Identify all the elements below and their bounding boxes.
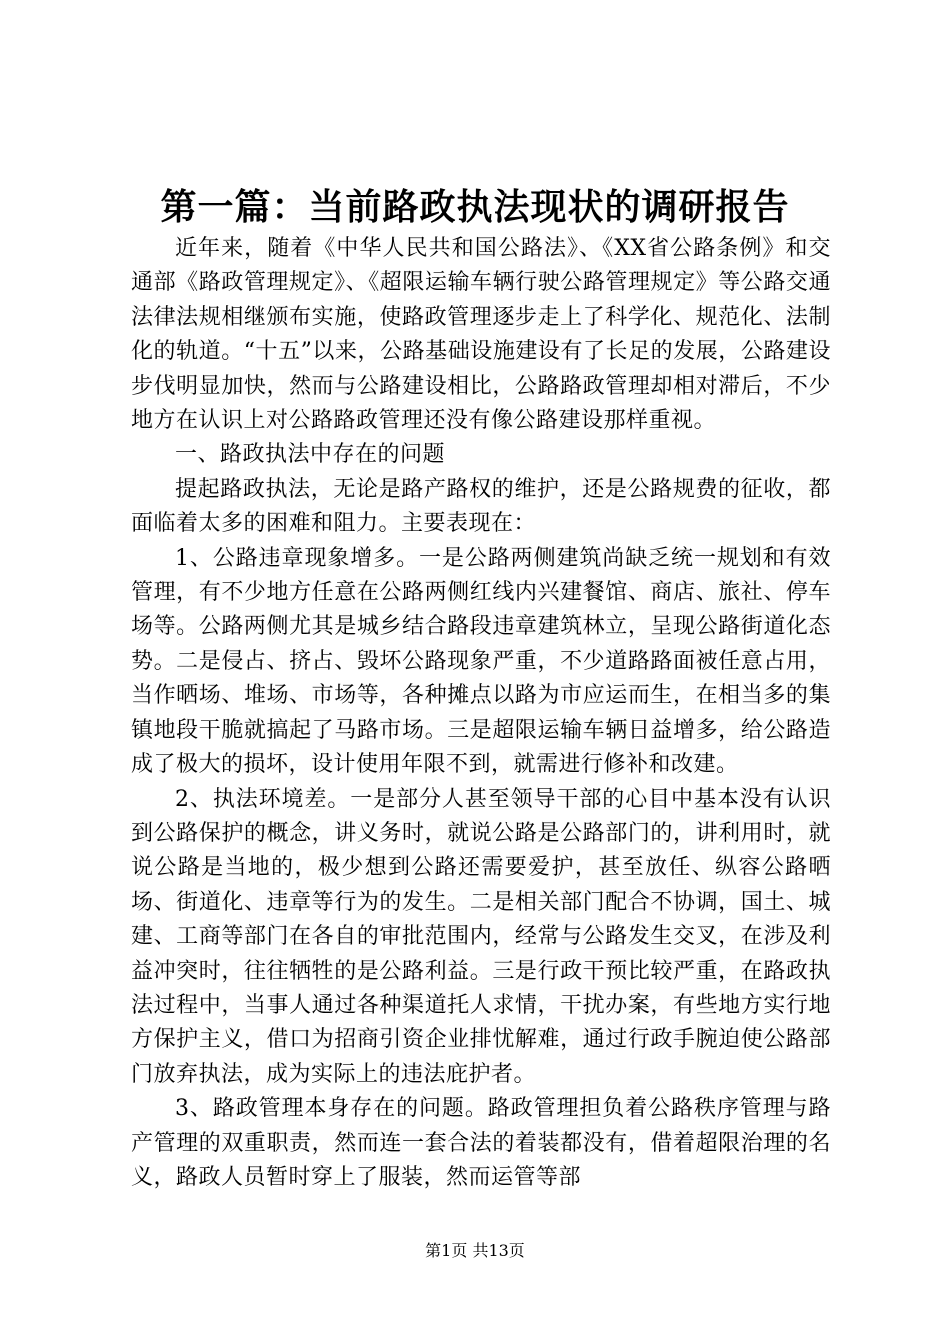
section-heading-problems: 一、路政执法中存在的问题: [175, 442, 446, 468]
paragraph-intro: 近年来，随着《中华人民共和国公路法》、《XX省公路条例》和交通部《路政管理规定》、《超限运输车辆行驶公路管理规定》等公路交通法律法规相继颁布实施，使路政管理逐步走上了科学化、规范化、法制化的轨道。“十五”以来，公路基础设施建设有了长足的发展，公路建设步伐明显加快，然而与公路建设相比，公路路政管理却相对滞后，不少地方在认识上对公路路政管理还没有像公路建设那样重视。: [131, 236, 831, 434]
document-title: 第一篇：当前路政执法现状的调研报告: [160, 187, 790, 228]
paragraph-point-2: 2、执法环境差。一是部分人甚至领导干部的心目中基本没有认识到公路保护的概念，讲义务时，就说公路是公路部门的，讲利用时，就说公路是当地的，极少想到公路还需要爱护，甚至放任、纵容公路晒场、街道化、违章等行为的发生。二是相关部门配合不协调，国土、城建、工商等部门在各自的审批范围内，经常与公路发生交叉，在涉及利益冲突时，往往牺牲的是公路利益。三是行政干预比较严重，在路政执法过程中，当事人通过各种渠道托人求情，干扰办案，有些地方实行地方保护主义，借口为招商引资企业排忧解难，通过行政手腕迫使公路部门放弃执法，成为实际上的违法庇护者。: [131, 786, 831, 1087]
paragraph-point-3: 3、路政管理本身存在的问题。路政管理担负着公路秩序管理与路产管理的双重职责，然而连一套合法的着装都没有，借着超限治理的名义，路政人员暂时穿上了服装，然而运管等部: [131, 1096, 831, 1190]
page-footer: 第1页 共13页: [425, 1241, 525, 1260]
document-body: [131, 232, 831, 1195]
paragraph-point-1: 1、公路违章现象增多。一是公路两侧建筑尚缺乏统一规划和有效管理，有不少地方任意在公路两侧红线内兴建餐馆、商店、旅社、停车场等。公路两侧尤其是城乡结合路段违章建筑林立，呈现公路街道化态势。二是侵占、挤占、毁坏公路现象严重，不少道路路面被任意占用，当作晒场、堆场、市场等，各种摊点以路为市应运而生，在相当多的集镇地段干脆就搞起了马路市场。三是超限运输车辆日益增多，给公路造成了极大的损坏，设计使用年限不到，就需进行修补和改建。: [131, 545, 831, 778]
paragraph-overview: 提起路政执法，无论是路产路权的维护，还是公路规费的征收，都面临着太多的困难和阻力。主要表现在：: [131, 476, 831, 537]
